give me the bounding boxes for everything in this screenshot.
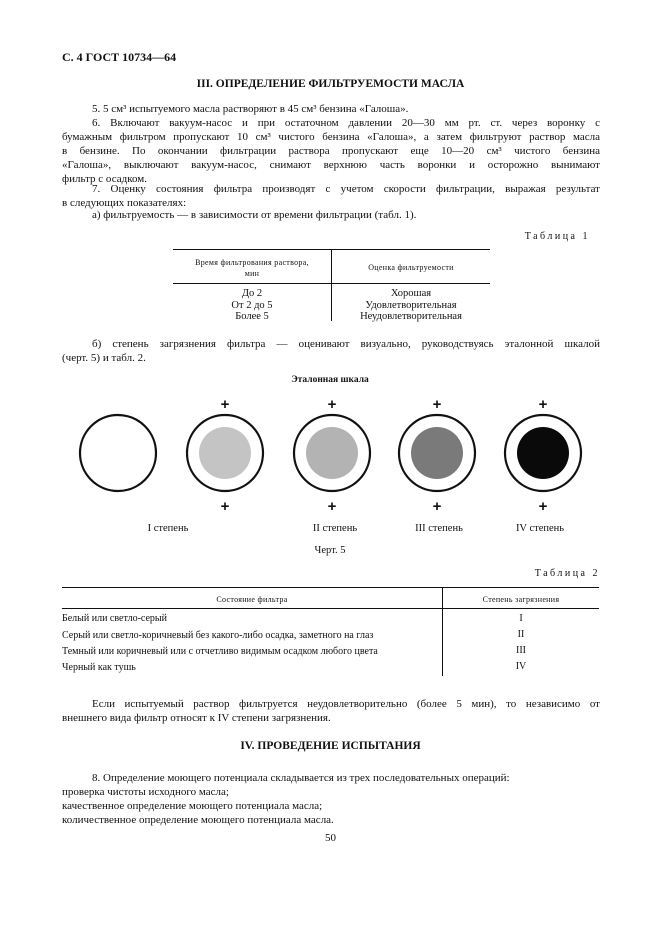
section-4-line: количественное определение моющего потенциала масла. [62,814,334,826]
table-row: Белый или светло-серый [62,613,167,624]
table-2-col1 [62,611,440,676]
p6-line: фильтр с осадком. [62,173,147,185]
scale-circle-outer [80,415,156,491]
table-row: Более 5 [235,311,269,322]
table-1-caption: Таблица 1 [524,231,590,242]
section-4-body [62,771,600,827]
p6-line: в бензине. По окончании фильтрации раствора пропускают еще 10—20 см³ чистого бензина [62,145,600,157]
table-2-col1-header: Состояние фильтра [216,595,288,604]
note-paragraph [62,697,600,725]
scale-label: IV степень [515,523,565,534]
scale-label: II степень [312,523,358,534]
table-2-top-rule [62,587,599,588]
plus-mark-bottom: + [538,498,548,515]
page-number: 50 [325,832,336,844]
p6-line: «Галоша», выключают вакуум-насос, снимают верхнюю часть воронки и осторожно вынимают [62,159,600,171]
plus-mark-top: + [538,398,548,413]
table-2-caption: Таблица 2 [534,568,600,579]
table-1-col2 [332,288,490,323]
scale-title: Эталонная шкала [291,375,369,385]
plus-mark-top: + [220,398,230,413]
paragraph-7 [62,182,600,210]
plus-mark-bottom: + [432,498,442,515]
p6-line: бумажным фильтром пропускают 10 см³ чистого бензина «Галоша», а затем фильтруют раствор масла [62,131,600,143]
table-row: Серый или светло-коричневый без какого-либо осадка, заметного на глаз [62,630,374,641]
table-1-col1-header [173,257,331,279]
paragraph-5: 5. 5 см³ испытуемого масла растворяют в 45 см³ бензина «Галоша». [92,103,409,115]
table-row: Хорошая [390,288,432,299]
scale-circle-fill [517,427,569,479]
plus-mark-top: + [327,398,337,413]
plus-mark-bottom: + [327,498,337,515]
section-3-title: III. ОПРЕДЕЛЕНИЕ ФИЛЬТРУЕМОСТИ МАСЛА [196,78,465,90]
table-row: Темный или коричневый или с отчетливо видимым осадком любого цвета [62,646,378,657]
table-1-col2-header: Оценка фильтруемости [368,263,454,272]
paragraph-b [62,337,600,365]
p7-line: 7. Оценку состояния фильтра производят с учетом скорости фильтрации, выражая результат [92,183,600,195]
pb-line: б) степень загрязнения фильтра — оценивают визуально, руководствуясь эталонной шкалой [92,338,600,350]
scale-circle-fill [411,427,463,479]
scale-circle-fill [306,427,358,479]
table-row: От 2 до 5 [231,299,273,311]
figure-caption: Черт. 5 [314,545,346,556]
table-2-col2 [443,611,599,675]
table-row: Неудовлетворительная [360,311,462,322]
table-row: II [517,629,525,640]
note-line: Если испытуемый раствор фильтруется неудовлетворительно (более 5 мин), то независимо от [92,698,600,710]
plus-mark-bottom: + [220,498,230,515]
table-1-header-rule [173,283,490,284]
col1-header-line: Время фильтрования раствора, [195,258,309,267]
table-2-header-rule [62,608,599,609]
table-2-col2-header: Степень загрязнения [482,595,560,604]
col1-header-line: мин [244,269,260,278]
table-row: Черный как тушь [62,662,136,673]
p7-line: в следующих показателях: [62,197,187,209]
table-1-col1 [173,288,331,323]
paragraph-6 [62,116,600,186]
reference-scale-figure [60,398,605,523]
note-line: внешнего вида фильтр относят к IV степени загрязнения. [62,712,331,724]
paragraph-a: а) фильтруемость — в зависимости от времени фильтрации (табл. 1). [92,209,417,221]
table-row: I [519,613,523,624]
page-header: С. 4 ГОСТ 10734—64 [62,50,177,64]
table-row: До 2 [241,288,263,299]
table-row: IV [515,661,527,672]
scale-label: III степень [415,523,463,534]
scale-circle-fill [199,427,251,479]
pb-line: (черт. 5) и табл. 2. [62,352,146,364]
plus-mark-top: + [432,398,442,413]
section-4-line: проверка чистоты исходного масла; [62,786,229,798]
section-4-line: качественное определение моющего потенциала масла; [62,800,323,812]
table-row: Удовлетворительная [365,299,457,311]
table-row: III [516,645,526,656]
section-4-title: IV. ПРОВЕДЕНИЕ ИСПЫТАНИЯ [240,740,421,752]
scale-label: I степень [147,523,189,534]
section-4-line: 8. Определение моющего потенциала складывается из трех последовательных операций: [92,772,510,784]
p6-line: 6. Включают вакуум-насос и при остаточном давлении 20—30 мм рт. ст. через воронку с [92,117,600,129]
